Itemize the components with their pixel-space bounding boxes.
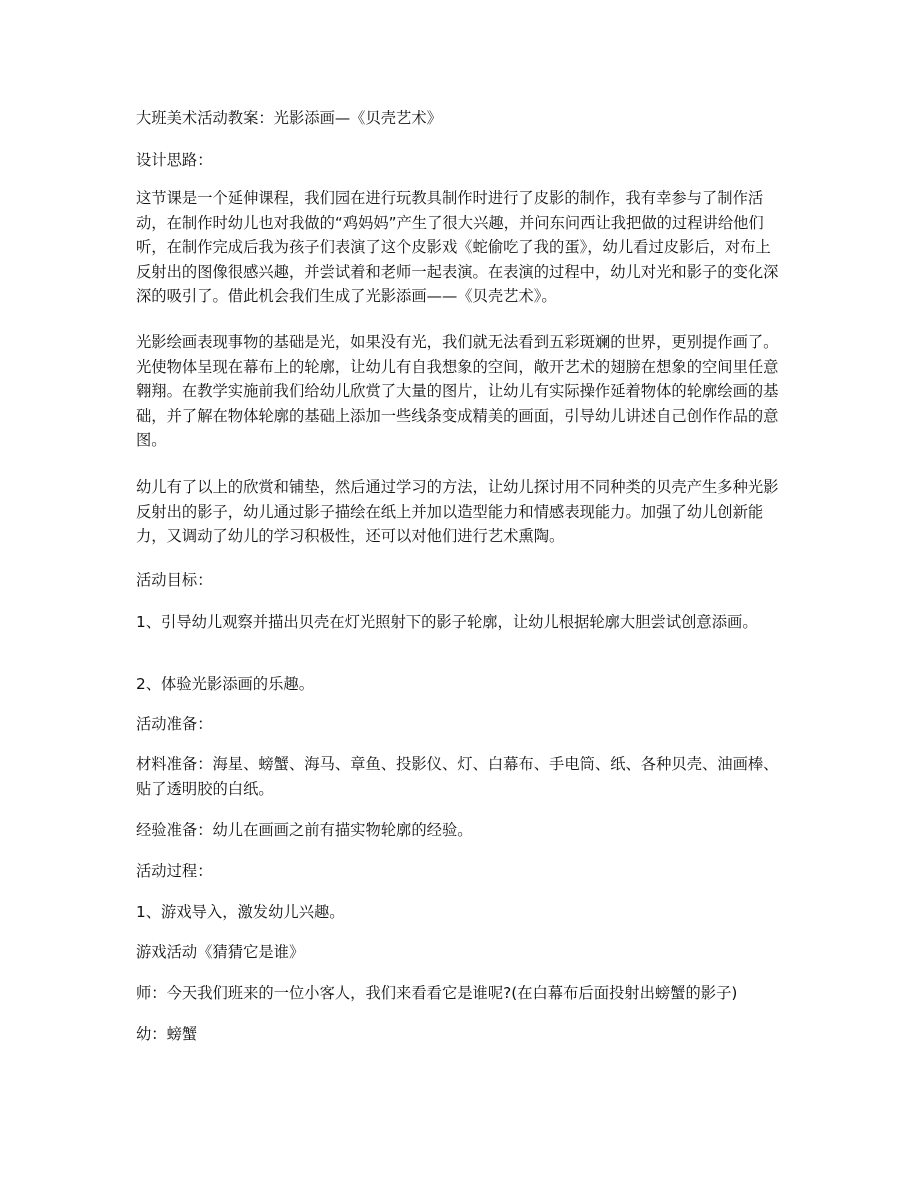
- child-dialogue: 幼：螃蟹: [136, 1025, 198, 1043]
- paragraph-method: 幼儿有了以上的欣赏和铺垫，然后通过学习的方法，让幼儿探讨用不同种类的贝壳产生多种光影反射出的影子，幼儿通过影子描绘在纸上并加以造型能力和情感表现能力。加强了幼儿创新能力，又调动了幼儿的学习积极性，还可以对他们进行艺术熏陶。: [136, 478, 779, 545]
- section-heading-design-idea: 设计思路：: [136, 151, 213, 169]
- paragraph-light-shadow-basics: 光影绘画表现事物的基础是光，如果没有光，我们就无法看到五彩斑斓的世界，更别提作画了。光使物体呈现在幕布上的轮廓，让幼儿有自我想象的空间，敞开艺术的翅膀在想象的空间里任意翱翔。在教学实施前我们给幼儿欣赏了大量的图片，让幼儿有实际操作延着物体的轮廓绘画的基础，并了解在物体轮廓的基础上添加一些线条变成精美的画面，引导幼儿讲述自己创作作品的意图。: [136, 333, 779, 449]
- paragraph-experience-preparation: 经验准备：幼儿在画画之前有描实物轮廓的经验。: [136, 821, 473, 839]
- paragraph-design-background: 这节课是一个延伸课程，我们园在进行玩教具制作时进行了皮影的制作，我有幸参与了制作活动，在制作时幼儿也对我做的“鸡妈妈”产生了很大兴趣，并问东问西让我把做的过程讲给他们听，在制作完成后我为孩子们表演了这个皮影戏《蛇偷吃了我的蛋》，幼儿看过皮影后，对布上反射出的图像很感兴趣，并尝试着和老师一起表演。在表演的过程中，幼儿对光和影子的变化深深的吸引了。借此机会我们生成了光影添画——《贝壳艺术》。: [136, 189, 779, 305]
- teacher-dialogue: 师：今天我们班来的一位小客人，我们来看看它是谁呢?(在白幕布后面投射出螃蟹的影子): [136, 984, 738, 1002]
- process-step-1: 1、游戏导入，激发幼儿兴趣。: [136, 903, 345, 921]
- section-heading-preparation: 活动准备：: [136, 715, 213, 733]
- goal-item-1: 1、引导幼儿观察并描出贝壳在灯光照射下的影子轮廓，让幼儿根据轮廓大胆尝试创意添画。: [136, 613, 758, 631]
- game-title: 游戏活动《猜猜它是谁》: [136, 943, 305, 961]
- document-title: 大班美术活动教案：光影添画—《贝壳艺术》: [136, 109, 442, 127]
- section-heading-process: 活动过程：: [136, 862, 213, 880]
- paragraph-material-preparation: 材料准备：海星、螃蟹、海马、章鱼、投影仪、灯、白幕布、手电筒、纸、各种贝壳、油画棒、贴了透明胶的白纸。: [136, 755, 779, 798]
- section-heading-goals: 活动目标：: [136, 571, 213, 589]
- goal-item-2: 2、体验光影添画的乐趣。: [136, 675, 314, 693]
